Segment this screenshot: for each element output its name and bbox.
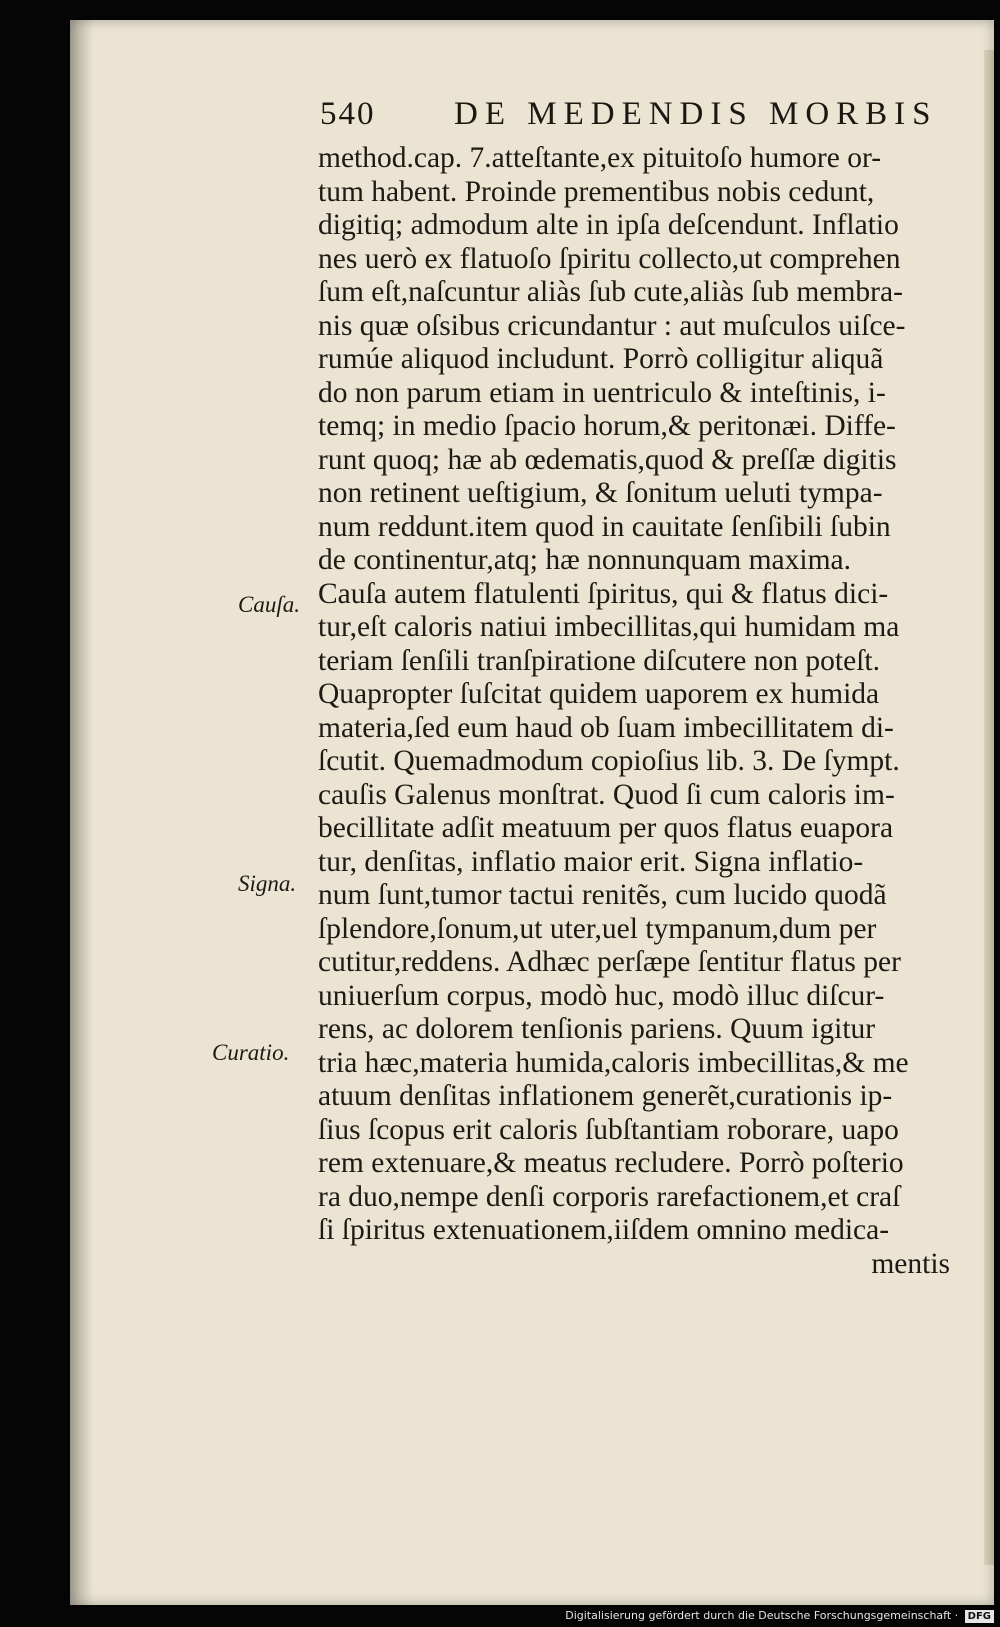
text-line: ſius ſcopus erit caloris ſubſtantiam roborare, uapo — [318, 1113, 899, 1146]
text-line: uniuerſum corpus, modò huc, modò illuc diſcur- — [318, 979, 885, 1012]
digitization-footer — [565, 1609, 994, 1623]
margin-note-signa: Signa. — [238, 871, 297, 896]
text-line: temq; in medio ſpacio horum,& peritonæi. Diffe- — [318, 410, 896, 442]
margin-note-causa: Cauſa. — [238, 592, 300, 617]
text-line: ſplendore,ſonum,ut uter,uel tympanum,dum per — [318, 912, 877, 945]
text-line: teriam ſenſili tranſpiratione diſcutere non poteſt. — [318, 644, 880, 677]
page-number: 540 — [320, 96, 376, 132]
text-line: Quapropter ſuſcitat quidem uaporem ex humida — [318, 678, 880, 710]
text-line: tur, denſitas, inflatio maior erit. Signa inflatio- — [318, 845, 864, 878]
footer-credit: Digitalisierung gefördert durch die Deutsche Forschungsgemeinschaft · — [565, 1609, 959, 1622]
page-edge — [984, 50, 994, 1565]
text-line: tria hæc,materia humida,caloris imbecillitas,& me — [318, 1046, 909, 1079]
text-line: non retinent ueſtigium, & ſonitum ueluti tympa- — [318, 477, 883, 509]
text-line: rumúe aliquod includunt. Porrò colligitur aliquã — [318, 343, 884, 375]
text-line: cauſis Galenus monſtrat. Quod ſi cum caloris im- — [318, 778, 895, 811]
text-line: ſi ſpiritus extenuationem,iiſdem omnino medica- — [318, 1214, 890, 1246]
text-line: atuum denſitas inflationem generẽt,curationis ip- — [318, 1080, 893, 1112]
text-line: becillitate adſit meatuum per quos flatus euapora — [318, 812, 894, 844]
text-line: Cauſa autem flatulenti ſpiritus, qui & flatus dici- — [318, 577, 889, 610]
text-line: tum habent. Proinde prementibus nobis cedunt, — [318, 175, 875, 208]
text-line: nes uerò ex flatuoſo ſpiritu collecto,ut comprehen — [318, 242, 901, 275]
dfg-logo: DFG — [965, 1610, 994, 1623]
body-text — [318, 142, 958, 1281]
margin-note-curatio: Curatio. — [212, 1040, 290, 1065]
text-line: runt quoq; hæ ab œdematis,quod & preſſæ digitis — [318, 443, 897, 476]
text-line: materia,ſed eum haud ob ſuam imbecillitatem di- — [318, 711, 894, 744]
running-title: DE MEDENDIS MORBIS — [454, 96, 938, 132]
text-line: rem extenuare,& meatus recludere. Porrò poſterio — [318, 1147, 904, 1179]
text-line: digitiq; admodum alte in ipſa deſcendunt. Inflatio — [318, 209, 899, 241]
text-line: num ſunt,tumor tactui renitẽs, cum lucido quodã — [318, 879, 887, 911]
text-line: nis quæ oſsibus cricundantur : aut muſculos uiſce- — [318, 309, 906, 342]
text-line: rens, ac dolorem tenſionis pariens. Quum igitur — [318, 1013, 876, 1045]
text-line: do non parum etiam in uentriculo & inteſtinis, i- — [318, 376, 886, 409]
text-line: de continentur,atq; hæ nonnunquam maxima. — [318, 544, 851, 576]
text-line: ſum eſt,naſcuntur aliàs ſub cute,aliàs ſub membra- — [318, 276, 903, 308]
text-line: num reddunt.item quod in cauitate ſenſibili ſubin — [318, 510, 891, 543]
text-line: ra duo,nempe denſi corporis rarefactionem,et craſ — [318, 1180, 901, 1213]
catchword: mentis — [871, 1247, 950, 1280]
text-line: cutitur,reddens. Adhæc perſæpe ſentitur flatus per — [318, 946, 901, 978]
text-line: tur,eſt caloris natiui imbecillitas,qui humidam ma — [318, 611, 900, 643]
text-line: ſcutit. Quemadmodum copioſius lib. 3. De ſympt. — [318, 745, 900, 777]
text-line: method.cap. 7.atteſtante,ex pituitoſo humore or- — [318, 142, 882, 174]
